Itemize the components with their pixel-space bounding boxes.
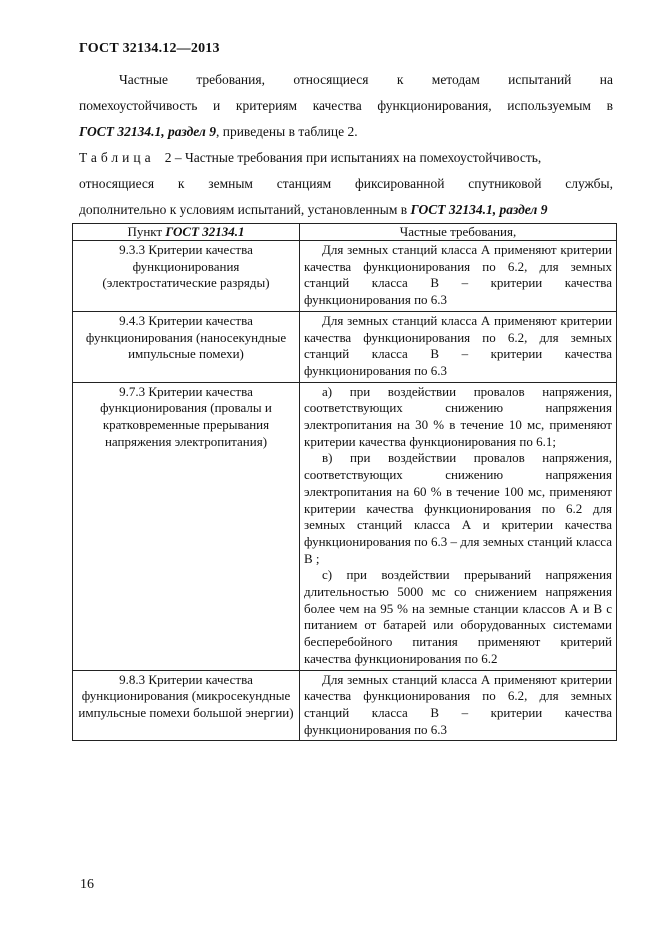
requirement-item-c: с) при воздействии прерываний напряжения длительностью 5000 мс со снижением напряжения более чем на 95 % на земные станции классов А и В с питанием от батарей или оборудованных системами бесперебойного питания применяют критерий качества функционирования по 6.2 xyxy=(304,567,612,666)
intro-line-3 xyxy=(79,119,613,145)
requirements-table xyxy=(72,223,617,741)
intro-standard-ref: ГОСТ 32134.1, раздел 9 xyxy=(79,124,216,139)
table-row xyxy=(73,382,617,670)
table-row xyxy=(73,670,617,741)
table-row xyxy=(73,311,617,382)
requirement-text: Для земных станций класса А применяют критерии качества функционирования по 6.2, для земных станций класса В – критерии качества функционирования по 6.3 xyxy=(304,671,612,737)
requirement-cell xyxy=(300,670,617,741)
caption-word: Таблица xyxy=(79,150,155,165)
clause-cell: 9.3.3 Критерии качества функционирования (электростатические разряды) xyxy=(73,241,300,312)
standard-header: ГОСТ 32134.12—2013 xyxy=(79,41,220,56)
table-row xyxy=(73,241,617,312)
caption-line-1 xyxy=(79,145,613,171)
caption-line-3 xyxy=(79,197,613,223)
header-clause xyxy=(73,224,300,241)
requirement-text: Для земных станций класса А применяют критерии качества функционирования по 6.2, для земных станций класса В – критерии качества функционирования по 6.3 xyxy=(304,242,612,308)
clause-cell: 9.4.3 Критерии качества функционирования (наносекундные импульсные помехи) xyxy=(73,311,300,382)
intro-line-1: Частные требования, относящиеся к методам испытаний на xyxy=(119,72,613,87)
requirement-item-b: в) при воздействии провалов напряжения, соответствующих снижению напряжения электропитания на 60 % в течение 100 мс, применяют критерии качества функционирования по 6.2 для земных станций класса А и критерии качества функционирования по 6.3 – для земных станций класса В ; xyxy=(304,450,612,566)
caption-number-text: 2 – Частные требования при испытаниях на помехоустойчивость, xyxy=(164,150,542,165)
intro-line-2: помехоустойчивость и критериям качества функционирования, используемым в xyxy=(79,98,613,113)
table-caption xyxy=(79,145,613,223)
caption-standard-ref: ГОСТ 32134.1, раздел 9 xyxy=(410,202,548,217)
clause-cell: 9.7.3 Критерии качества функционирования (провалы и кратковременные прерывания напряжения электропитания) xyxy=(73,382,300,670)
intro-paragraph xyxy=(79,67,613,145)
intro-line-3-rest: , приведены в таблице 2. xyxy=(215,124,358,139)
table-header-row xyxy=(73,224,617,241)
requirement-cell xyxy=(300,241,617,312)
header-requirements: Частные требования, xyxy=(300,224,617,241)
header-clause-ref: ГОСТ 32134.1 xyxy=(165,224,245,239)
caption-line-3-plain: дополнительно к условиям испытаний, установленным в xyxy=(79,202,408,217)
page-number: 16 xyxy=(80,877,94,892)
caption-line-2: относящиеся к земным станциям фиксированной спутниковой службы, xyxy=(79,176,613,191)
header-clause-prefix: Пункт xyxy=(127,224,166,239)
requirement-cell xyxy=(300,382,617,670)
requirement-text: Для земных станций класса А применяют критерии качества функционирования по 6.2, для земных станций класса В – критерии качества функционирования по 6.3 xyxy=(304,312,612,378)
clause-cell: 9.8.3 Критерии качества функционирования (микросекундные импульсные помехи большой энергии) xyxy=(73,670,300,741)
requirement-item-a: а) при воздействии провалов напряжения, соответствующих снижению напряжения электропитания на 30 % в течение 10 мс, применяют критерии качества функционирования по 6.1; xyxy=(304,383,612,449)
requirement-cell xyxy=(300,311,617,382)
